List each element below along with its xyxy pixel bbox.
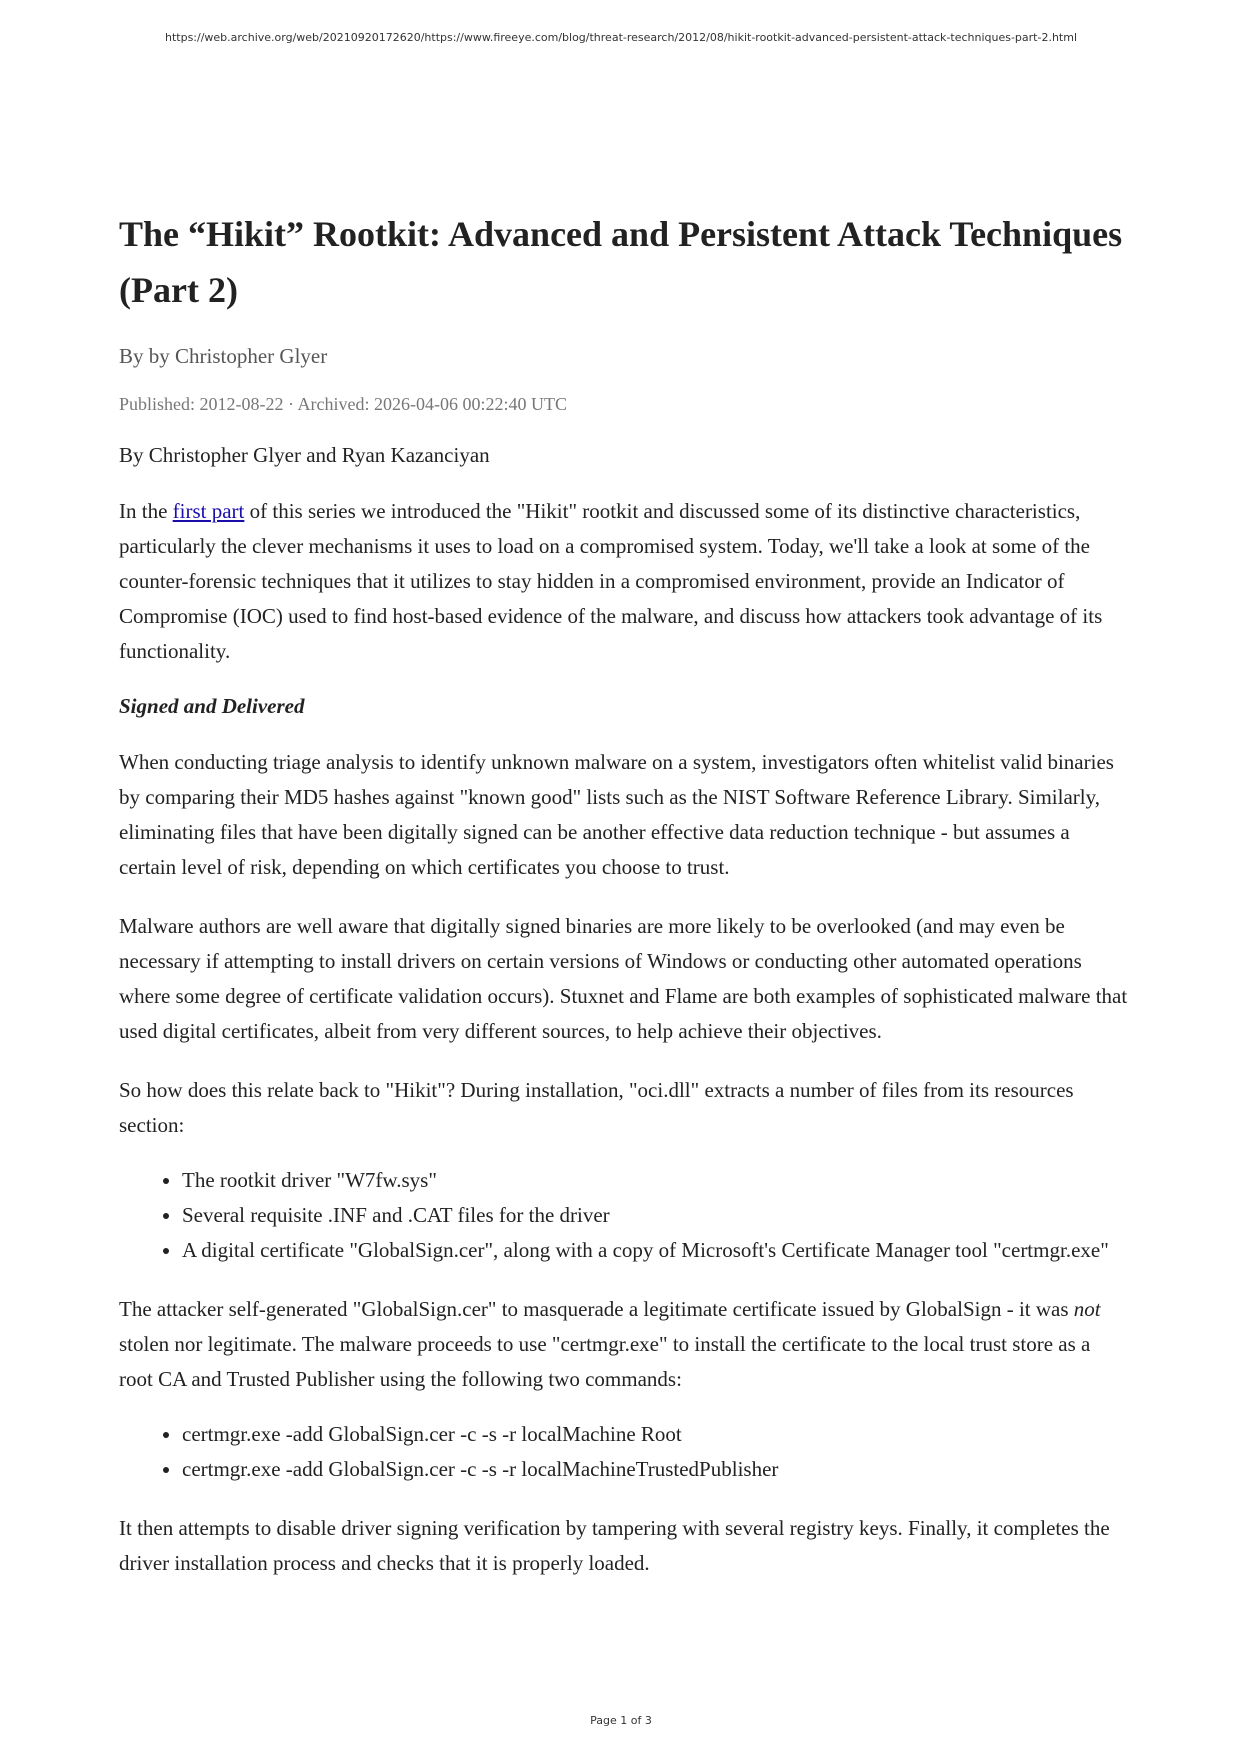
attacker-text-rest: stolen nor legitimate. The malware proceeds to use "certmgr.exe" to install the certificate to the local trust store as a root CA and Trusted Publisher using the following two commands: [119, 1332, 1091, 1391]
hikit-paragraph: So how does this relate back to "Hikit"? During installation, "oci.dll" extracts a number of files from its resources section: [119, 1078, 1074, 1137]
list-item: • Several requisite .INF and .CAT files for the driver [182, 1198, 1129, 1233]
intro-text-rest: of this series we introduced the "Hikit" rootkit and discussed some of its distinctive characteristics, particularly the clever mechanisms it uses to load on a compromised system. Today, we'll take a look at some of the counter-forensic techniques that it utilizes to stay hidden in a compromised environment, provide an Indicator of Compromise (IOC) used to find host-based evidence of the malware, and discuss how attackers took advantage of its functionality. [119, 499, 1103, 663]
article [119, 206, 1129, 1581]
list-item: • A digital certificate "GlobalSign.cer", along with a copy of Microsoft's Certificate Manager tool "certmgr.exe" [182, 1233, 1129, 1268]
triage-paragraph: When conducting triage analysis to identify unknown malware on a system, investigators often whitelist valid binaries by comparing their MD5 hashes against "known good" lists such as the NIST Software Reference Library. Similarly, eliminating files that have been digitally signed can be another effective data reduction technique - but assumes a certain level of risk, depending on which certificates you choose to trust. [119, 750, 1114, 879]
page-number: Page 1 of 3 [590, 1714, 652, 1727]
archive-url-header: https://web.archive.org/web/20210920172620/https://www.fireeye.com/blog/threat-research/2012/08/hikit-rootkit-advanced-persistent-attack-techniques-part-2.html [164, 31, 1078, 44]
final-paragraph: It then attempts to disable driver signing verification by tampering with several registry keys. Finally, it completes the driver installation process and checks that it is properly loaded. [119, 1516, 1110, 1575]
commands-list [119, 1417, 1129, 1487]
emphasis-not: not [1073, 1297, 1101, 1321]
authors-line: By Christopher Glyer and Ryan Kazanciyan [119, 443, 490, 467]
publish-meta: Published: 2012-08-22 · Archived: 2026-04-06 00:22:40 UTC [119, 394, 567, 414]
attacker-paragraph [119, 1292, 1129, 1397]
intro-text-start: In the [119, 499, 173, 523]
extracted-files-list [119, 1163, 1129, 1268]
malware-paragraph: Malware authors are well aware that digitally signed binaries are more likely to be overlooked (and may even be necessary if attempting to install drivers on certain versions of Windows or conducting other automated operations where some degree of certificate validation occurs). Stuxnet and Flame are both examples of sophisticated malware that used digital certificates, albeit from very different sources, to help achieve their objectives. [119, 914, 1128, 1043]
first-part-link[interactable]: first part [172, 499, 245, 523]
attacker-text-start: The attacker self-generated "GlobalSign.cer" to masquerade a legitimate certificate issued by GlobalSign - it was [119, 1297, 1074, 1321]
list-item: • certmgr.exe -add GlobalSign.cer -c -s -r localMachineTrustedPublisher [182, 1452, 1129, 1487]
list-item: • certmgr.exe -add GlobalSign.cer -c -s -r localMachine Root [182, 1417, 1129, 1452]
intro-paragraph [119, 494, 1129, 669]
section-heading: Signed and Delivered [119, 694, 305, 718]
article-title: The “Hikit” Rootkit: Advanced and Persistent Attack Techniques (Part 2) [119, 214, 1123, 310]
list-item: • The rootkit driver "W7fw.sys" [182, 1163, 1129, 1198]
byline: By by Christopher Glyer [119, 344, 328, 368]
